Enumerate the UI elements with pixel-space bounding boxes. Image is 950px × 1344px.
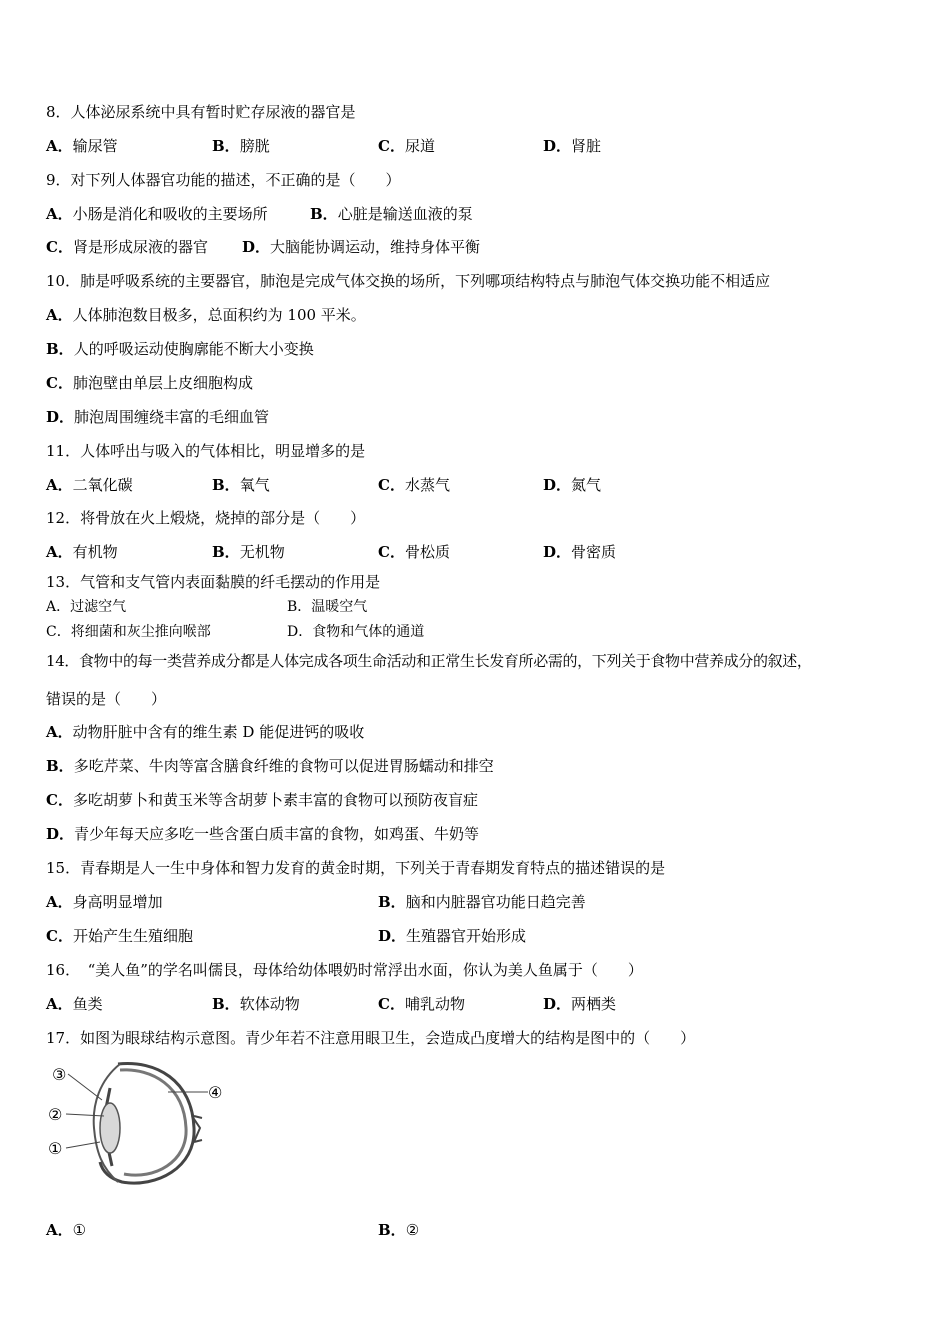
question-11-option-d: D．氮气 [543, 476, 602, 494]
question-17-stem: 17．如图为眼球结构示意图。青少年若不注意用眼卫生，会造成凸度增大的结构是图中的（ ） [46, 1029, 696, 1047]
question-12-option-c: C．骨松质 [378, 543, 450, 561]
question-12-stem: 12．将骨放在火上煅烧，烧掉的部分是（ ） [46, 509, 366, 527]
question-14-option-b: B．多吃芹菜、牛肉等富含膳食纤维的食物可以促进胃肠蠕动和排空 [46, 757, 494, 775]
question-9-option-b: B．心脏是输送血液的泵 [310, 205, 473, 223]
question-15-option-c: C．开始产生生殖细胞 [46, 927, 193, 945]
question-12-option-a: A．有机物 [46, 543, 118, 561]
question-8-option-b: B．膀胱 [212, 137, 270, 155]
question-9-option-c: C．肾是形成尿液的器官 [46, 238, 208, 256]
question-17-option-a: A．① [46, 1221, 87, 1239]
question-8-option-c: C．尿道 [378, 137, 435, 155]
question-8-option-d: D．肾脏 [543, 137, 602, 155]
question-16-stem: 16． “美人鱼”的学名叫儒艮，母体给幼体喂奶时常浮出水面，你认为美人鱼属于（ ） [46, 961, 643, 979]
question-14-option-d: D．青少年每天应多吃一些含蛋白质丰富的食物，如鸡蛋、牛奶等 [46, 825, 480, 843]
question-12-option-d: D．骨密质 [543, 543, 617, 561]
question-13-option-a: A．过滤空气 [46, 599, 127, 615]
question-12-option-b: B．无机物 [212, 543, 285, 561]
question-14-stem-line-1: 14．食物中的每一类营养成分都是人体完成各项生命活动和正常生长发育所必需的，下列关于食物中营养成分的叙述， [46, 652, 812, 670]
question-11-option-b: B．氧气 [212, 476, 270, 494]
question-17-option-b: B．② [378, 1221, 420, 1239]
question-10-option-a: A．人体肺泡数目极多，总面积约为 100 平米。 [46, 306, 366, 324]
question-10-stem: 10．肺是呼吸系统的主要器官，肺泡是完成气体交换的场所，下列哪项结构特点与肺泡气体交换功能不相适应 [46, 272, 771, 290]
eyeball-inner-wall [120, 1070, 186, 1175]
leader-line-1 [66, 1142, 100, 1148]
question-16-option-b: B．软体动物 [212, 995, 300, 1013]
question-15-stem: 15．青春期是人一生中身体和智力发育的黄金时期，下列关于青春期发育特点的描述错误的是 [46, 859, 666, 877]
lens [100, 1103, 120, 1153]
question-13-option-d: D．食物和气体的通道 [287, 624, 425, 640]
question-8-option-a: A．输尿管 [46, 137, 118, 155]
question-16-option-c: C．哺乳动物 [378, 995, 465, 1013]
question-14-option-c: C．多吃胡萝卜和黄玉米等含胡萝卜素丰富的食物可以预防夜盲症 [46, 791, 478, 809]
question-10-option-c: C．肺泡壁由单层上皮细胞构成 [46, 374, 253, 392]
figure-label-4: ④ [208, 1083, 223, 1102]
question-14-option-a: A．动物肝脏中含有的维生素 D 能促进钙的吸收 [46, 723, 365, 741]
question-15-option-a: A．身高明显增加 [46, 893, 163, 911]
figure-label-3: ③ [52, 1065, 67, 1084]
eyeball-diagram [44, 1058, 234, 1190]
figure-label-1: ① [48, 1139, 63, 1158]
leader-line-3 [68, 1074, 102, 1100]
question-10-option-b: B．人的呼吸运动使胸廓能不断大小变换 [46, 340, 314, 358]
question-13-option-b: B．温暖空气 [287, 599, 368, 615]
question-11-option-a: A．二氧化碳 [46, 476, 133, 494]
question-13-stem: 13．气管和支气管内表面黏膜的纤毛摆动的作用是 [46, 573, 381, 591]
question-9-stem: 9．对下列人体器官功能的描述，不正确的是（ ） [46, 171, 401, 189]
question-16-option-d: D．两栖类 [543, 995, 617, 1013]
question-16-option-a: A．鱼类 [46, 995, 103, 1013]
figure-label-2: ② [48, 1105, 63, 1124]
leader-line-2 [66, 1114, 104, 1116]
question-13-option-c: C．将细菌和灰尘推向喉部 [46, 624, 211, 640]
question-14-stem-line-2: 错误的是（ ） [46, 690, 167, 708]
question-15-option-b: B．脑和内脏器官功能日趋完善 [378, 893, 586, 911]
question-10-option-d: D．肺泡周围缠绕丰富的毛细血管 [46, 408, 270, 426]
question-11-stem: 11．人体呼出与吸入的气体相比，明显增多的是 [46, 442, 366, 460]
question-8-stem: 8．人体泌尿系统中具有暂时贮存尿液的器官是 [46, 103, 356, 121]
question-9-option-d: D．大脑能协调运动，维持身体平衡 [242, 238, 481, 256]
question-9-option-a: A．小肠是消化和吸收的主要场所 [46, 205, 268, 223]
question-15-option-d: D．生殖器官开始形成 [378, 927, 527, 945]
question-11-option-c: C．水蒸气 [378, 476, 450, 494]
